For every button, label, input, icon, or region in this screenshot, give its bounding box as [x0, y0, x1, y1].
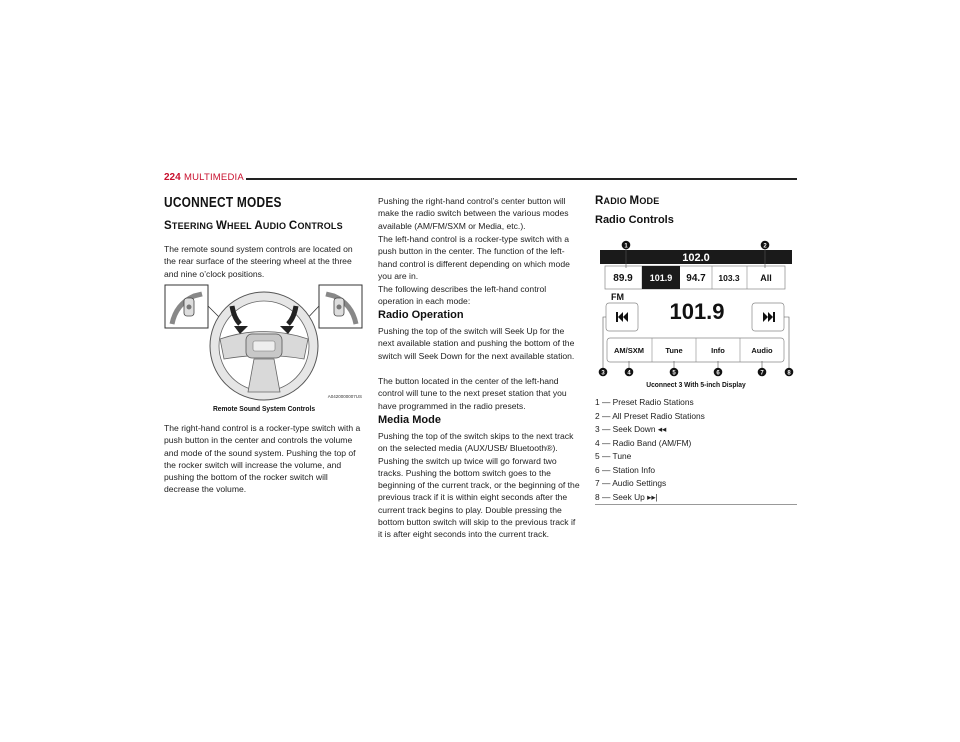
current-frequency: 101.9	[669, 299, 725, 324]
am-sxm-button: AM/SXM	[614, 346, 644, 355]
center-button-paragraph: Pushing the right-hand control’s center button will make the radio switch between the various modes available (AM/FM/SXM or Media, etc.).	[378, 196, 569, 231]
legend-item: 3 — Seek Down ◂◂	[595, 424, 667, 434]
callout-5: 5	[672, 370, 676, 377]
band-label: FM	[611, 292, 624, 302]
legend-item: 8 — Seek Up ▸▸|	[595, 491, 658, 502]
steering-wheel-figure	[164, 284, 364, 402]
page-header	[164, 172, 797, 186]
figure-caption-steering: Remote Sound System Controls	[212, 404, 316, 413]
radio-mode-heading: RADIO MODE	[595, 195, 660, 207]
top-frequency: 102.0	[682, 252, 710, 264]
callout-8: 8	[787, 370, 791, 377]
preset-2: 101.9	[649, 273, 673, 283]
callout-4: 4	[627, 370, 631, 377]
legend-item: 1 — Preset Radio Stations	[595, 397, 694, 407]
radio-controls-heading: Radio Controls	[595, 214, 674, 226]
legend-item: 7 — Audio Settings	[595, 478, 667, 488]
preset-3: 94.7	[686, 273, 706, 284]
intro-paragraph: The remote sound system controls are located on the rear surface of the steering wheel at the three and nine o’clock positions.	[164, 244, 353, 279]
section-heading-steering-wheel-audio-controls: STEERING WHEEL AUDIO CONTROLS	[164, 220, 343, 232]
radio-operation-heading: Radio Operation	[378, 309, 464, 321]
radio-operation-paragraph-1: Pushing the top of the switch will Seek Up for the next available station and pushing the bottom of the switch will Seek Down for the next available station.	[378, 326, 575, 361]
callout-3: 3	[601, 370, 605, 377]
header-rule	[246, 178, 797, 180]
page-title: UCONNECT MODES	[164, 195, 282, 211]
media-mode-heading: Media Mode	[378, 414, 441, 426]
callout-6: 6	[716, 370, 720, 377]
info-button: Info	[711, 346, 725, 355]
tune-button: Tune	[665, 346, 683, 355]
figure-code: A0420000007US	[327, 394, 362, 399]
page-number: 224	[164, 172, 181, 183]
uconnect-display-figure	[595, 237, 797, 379]
legend-item: 6 — Station Info	[595, 464, 656, 475]
legend-item: 4 — Radio Band (AM/FM)	[595, 437, 692, 448]
section-name: MULTIMEDIA	[184, 172, 244, 183]
preset-1: 89.9	[613, 273, 633, 284]
preset-all: All	[760, 273, 772, 283]
left-control-modes-paragraph: The following describes the left-hand control operation in each mode:	[378, 284, 547, 307]
figure-caption-uconnect: Uconnect 3 With 5-inch Display	[646, 380, 746, 389]
legend-rule	[595, 504, 797, 505]
callout-1: 1	[624, 243, 628, 250]
left-control-paragraph: The left-hand control is a rocker-type switch with a push button in the center. The function of the left-hand control is different depending on which mode you are in.	[378, 234, 570, 281]
audio-button: Audio	[751, 346, 773, 355]
media-mode-paragraph: Pushing the top of the switch skips to the next track on the selected media (AUX/USB/ Bluetooth®). Pushing the switch up twice will go forward two tracks. Pushing the bottom switch goes to the beginning of the current track, or the beginning of the previous track if it is within eight seconds after the current track begins to play. Double pressing the bottom button switch will skip to the previous track if it is after eight seconds into the current track.	[378, 431, 580, 540]
callout-legend	[595, 396, 797, 504]
callout-7: 7	[760, 370, 764, 377]
legend-item: 2 — All Preset Radio Stations	[595, 410, 705, 421]
legend-item: 5 — Tune	[595, 451, 632, 461]
right-control-paragraph: The right-hand control is a rocker-type switch with a push button in the center and controls the volume and mode of the sound system. Pushing the top of the rocker switch will increase the volume, and pushing the bottom of the rocker switch will decrease the volume.	[164, 423, 361, 495]
preset-4: 103.3	[718, 273, 740, 283]
radio-operation-paragraph-2: The button located in the center of the left-hand control will tune to the next preset station that you have programmed in the radio presets.	[378, 376, 567, 411]
callout-2: 2	[763, 243, 767, 250]
